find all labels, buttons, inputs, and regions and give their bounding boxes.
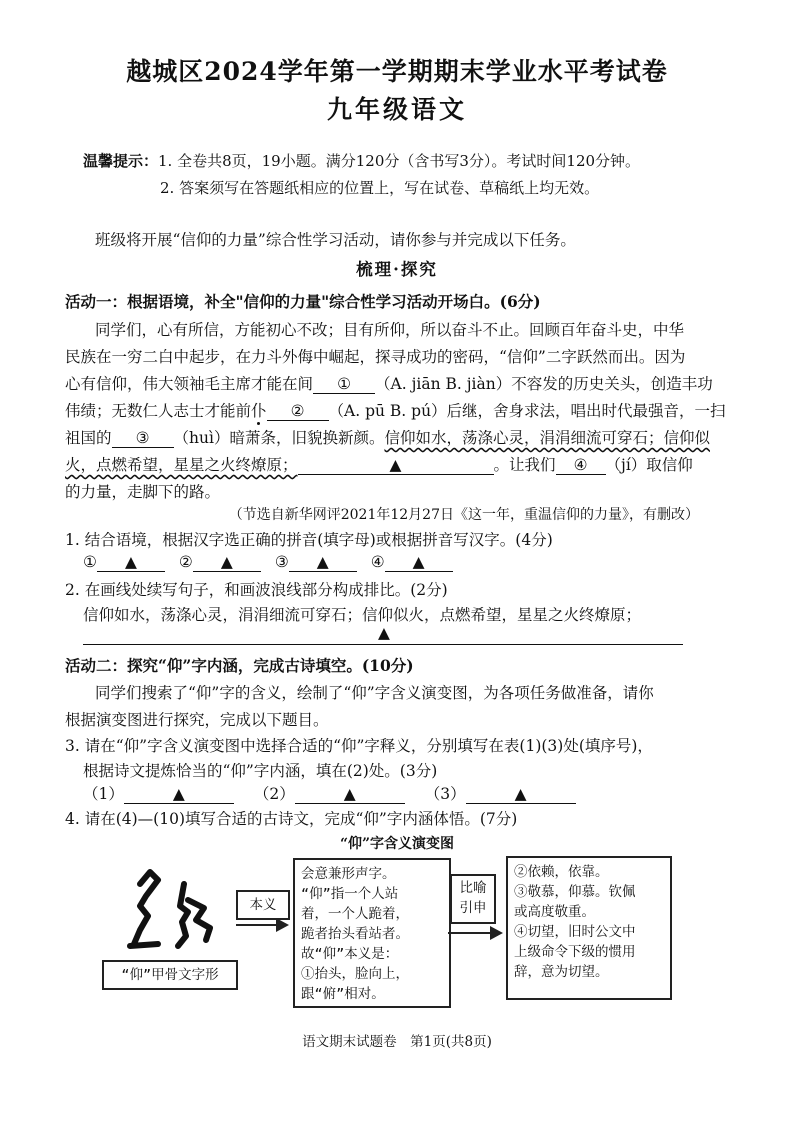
question-2: 2. 在画线处续写句子，和画波浪线部分构成排比。(2分) (65, 581, 448, 599)
q3-answer-3[interactable]: ▲ (466, 785, 576, 804)
activity1-title: 活动一：根据语境，补全"信仰的力量"综合性学习活动开场白。(6分) (65, 292, 541, 311)
activity1-line-6 (65, 453, 693, 475)
exam-title: 越城区2024学年第一学期期末学业水平考试卷 (126, 57, 668, 86)
page-footer: 语文期末试题卷 第1页(共8页) (302, 1034, 492, 1050)
oracle-bone-glyph-icon (118, 860, 228, 960)
q1-answer-4[interactable]: ▲ (385, 553, 453, 572)
source-note: （节选自新华网评2021年12月27日《这一年，重温信仰的力量》，有删改） (228, 507, 699, 523)
activity1-line-1: 同学们，心有所信，方能初心不改；目有所仰，所以奋斗不止。回顾百年奋斗史，中华 (95, 321, 685, 339)
activity1-line-4a: 伟绩；无数仁人志士才能前 (65, 402, 252, 420)
arrow-2-head-icon (490, 926, 503, 940)
q1-answer-2[interactable]: ▲ (193, 553, 261, 572)
wavy-underline-2: 火，点燃希望，星星之火终燎原； (65, 456, 298, 474)
box2-line-3: 或高度敬重。 (514, 904, 595, 920)
emphasized-char-pu: 仆 (251, 402, 267, 420)
activity1-line-3b: （A. jiān B. jiàn）不容发的历史关头，创造丰功 (375, 375, 713, 393)
wavy-underline-1: 信仰如水，荡涤心灵，涓涓细流可穿石；信仰似 (384, 429, 710, 447)
blank-1[interactable]: ① (313, 375, 375, 394)
activity1-line-2: 民族在一穷二白中起步，在力斗外侮中崛起，探寻成功的密码，“信仰”二字跃然而出。因为 (65, 348, 686, 366)
arrow-1-line (236, 924, 276, 926)
activity1-line-4 (65, 399, 726, 421)
oracle-caption-box: “仰”甲骨文字形 (102, 960, 238, 990)
activity1-line-4b: （A. pū B. pú）后继，舍身求法，唱出时代最强音，一扫 (328, 402, 726, 420)
activity1-line-6b: 。让我们 (493, 456, 556, 474)
q3-label-3: （3） (424, 785, 466, 803)
q1-label-1: ① (83, 553, 97, 571)
box2-line-5: 上级命令下级的惯用 (514, 944, 636, 960)
question-1: 1. 结合语境，根据汉字选正确的拼音(填字母)或根据拼音写汉字。(4分) (65, 531, 553, 549)
question-4: 4. 请在(4)—(10)填写合适的古诗文，完成“仰”字内涵体悟。(7分) (65, 810, 518, 828)
arrow-label-original-meaning: 本义 (236, 890, 290, 920)
q3-label-1: （1） (83, 785, 124, 803)
activity2-title: 活动二：探究“仰”字内涵，完成古诗填空。(10分) (65, 656, 414, 675)
q3-label-2: （2） (253, 785, 295, 803)
q1-label-2: ② (178, 553, 193, 571)
blank-2[interactable]: ② (267, 402, 329, 421)
tips-label: 温馨提示： (83, 152, 159, 170)
exam-subtitle: 九年级语文 (326, 95, 467, 124)
activity1-line-5b: （huì）暗萧条，旧貌换新颜。 (173, 429, 385, 447)
box1-line-7: 跟“俯”相对。 (301, 986, 385, 1002)
activity1-line-3a: 心有信仰，伟大领袖毛主席才能在间 (65, 375, 314, 393)
tips-line-1 (83, 150, 640, 171)
q1-answer-row (83, 553, 453, 572)
box2-line-4: ④切望，旧时公文中 (514, 924, 636, 940)
activity2-line-2: 根据演变图进行探究，完成以下题目。 (65, 711, 329, 729)
continuation-blank[interactable]: ▲ (298, 456, 494, 475)
question-3-line-2: 根据诗文提炼恰当的“仰”字内涵，填在(2)处。(3分) (83, 762, 438, 780)
box1-line-4: 跪者抬头看站者。 (301, 926, 409, 942)
box1-line-2: “仰”指一个人站 (301, 886, 399, 902)
q1-answer-3[interactable]: ▲ (289, 553, 357, 572)
activity1-line-5 (65, 426, 710, 448)
q1-label-3: ③ (274, 553, 289, 571)
arrow-2-line (448, 932, 490, 934)
box2-line-1: ②依赖，依靠。 (514, 864, 609, 880)
box1-line-5: 故“仰”本义是： (301, 946, 399, 962)
q3-answer-row (83, 782, 576, 804)
box2-line-6: 辞，意为切望。 (514, 964, 609, 980)
box1-line-1: 会意兼形声字。 (301, 866, 396, 882)
q1-label-4: ④ (370, 553, 385, 571)
q2-given-line: 信仰如水，荡涤心灵，涓涓细流可穿石；信仰似火，点燃希望，星星之火终燎原； (83, 606, 642, 624)
activity1-line-5a: 祖国的 (65, 429, 112, 447)
activity1-line-6c: （jí）取信仰 (605, 456, 693, 474)
tips-line-2: 2. 答案须写在答题纸相应的位置上，写在试卷、草稿纸上均无效。 (160, 179, 600, 197)
intro-text: 班级将开展“信仰的力量”综合性学习活动，请你参与并完成以下任务。 (95, 231, 576, 249)
arrow-label-extended-meaning (450, 874, 496, 924)
activity1-line-7: 的力量，走脚下的路。 (65, 483, 221, 501)
arrow2-label-1: 比喻 (459, 880, 487, 896)
blank-4[interactable]: ④ (556, 456, 606, 475)
box1-line-3: 着，一个人跪着， (301, 906, 409, 922)
section-title: 梳理·探究 (356, 260, 438, 279)
q2-answer-line[interactable] (83, 644, 683, 645)
q1-answer-1[interactable]: ▲ (97, 553, 165, 572)
activity1-line-3 (65, 372, 713, 394)
arrow2-label-2: 引申 (459, 900, 487, 916)
q3-answer-1[interactable]: ▲ (124, 785, 234, 804)
tips-text-1: 1. 全卷共8页，19小题。满分120分（含书写3分）。考试时间120分钟。 (158, 152, 641, 170)
question-3-line-1: 3. 请在“仰”字含义演变图中选择合适的“仰”字释义，分别填写在表(1)(3)处(填序号)， (65, 737, 653, 755)
box1-line-6: ①抬头，脸向上， (301, 966, 409, 982)
arrow-1-head-icon (276, 918, 289, 932)
activity2-line-1: 同学们搜索了“仰”字的含义，绘制了“仰”字含义演变图，为各项任务做准备，请你 (95, 684, 654, 702)
blank-3[interactable]: ③ (112, 429, 174, 448)
q3-answer-2[interactable]: ▲ (295, 785, 405, 804)
diagram-title: “仰”字含义演变图 (339, 836, 455, 852)
box2-line-2: ③敬慕，仰慕。钦佩 (514, 884, 636, 900)
original-meaning-box (293, 858, 451, 1008)
extended-meaning-box (506, 856, 672, 1000)
q2-answer-mark: ▲ (378, 624, 390, 642)
